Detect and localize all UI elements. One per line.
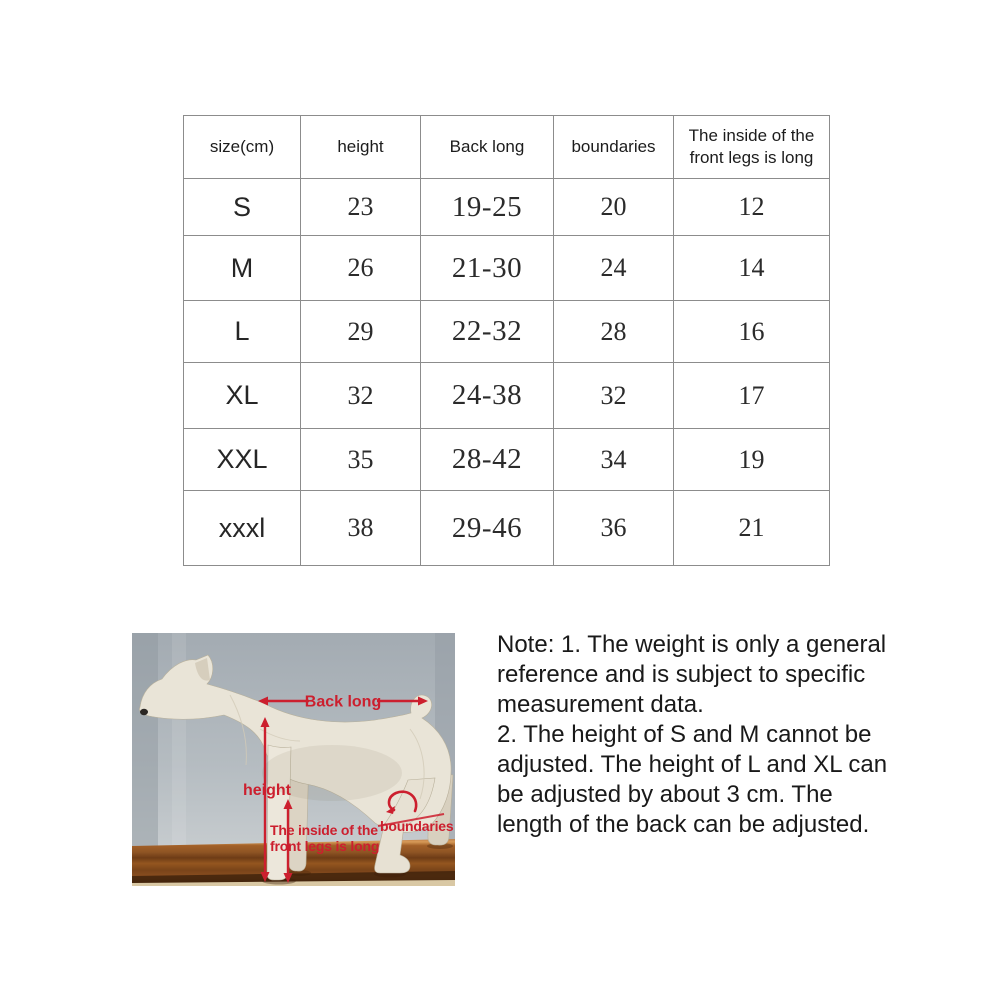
size-label: xxxl <box>184 491 301 566</box>
height-value: 26 <box>301 236 421 301</box>
size-label: XL <box>184 363 301 429</box>
note-line: Note: 1. The weight is only a general <box>497 631 887 658</box>
column-header-boundaries: boundaries <box>554 116 674 179</box>
column-header-size: size(cm) <box>184 116 301 179</box>
back-long-value: 21-30 <box>421 236 554 301</box>
column-header-back-long: Back long <box>421 116 554 179</box>
boundaries-value: 32 <box>554 363 674 429</box>
table-header-row <box>184 116 830 179</box>
dog-nose <box>140 709 148 715</box>
back-long-value: 22-32 <box>421 301 554 363</box>
inside-front-legs-value: 12 <box>674 179 830 236</box>
note-line: be adjusted by about 3 cm. The <box>497 781 833 808</box>
height-value: 32 <box>301 363 421 429</box>
column-header-inside-front-legs: The inside of the front legs is long <box>674 116 830 179</box>
inside-front-legs-value: 14 <box>674 236 830 301</box>
table-row <box>184 491 830 566</box>
height-value: 29 <box>301 301 421 363</box>
height-value: 35 <box>301 429 421 491</box>
size-label: M <box>184 236 301 301</box>
note-line: adjusted. The height of L and XL can <box>497 751 888 778</box>
size-chart-table <box>183 115 830 566</box>
table-row <box>184 363 830 429</box>
height-value: 23 <box>301 179 421 236</box>
height-value: 38 <box>301 491 421 566</box>
boundaries-value: 36 <box>554 491 674 566</box>
boundaries-value: 28 <box>554 301 674 363</box>
table-row <box>184 236 830 301</box>
note-line: length of the back can be adjusted. <box>497 811 870 838</box>
boundaries-value: 20 <box>554 179 674 236</box>
size-label: XXL <box>184 429 301 491</box>
back-long-value: 29-46 <box>421 491 554 566</box>
back-long-label: Back long <box>304 693 382 711</box>
size-label: S <box>184 179 301 236</box>
note-line: 2. The height of S and M cannot be <box>497 721 872 748</box>
inside-front-legs-value: 19 <box>674 429 830 491</box>
inside-front-legs-label-line2: front legs is long <box>270 838 380 854</box>
dog-measurement-diagram <box>132 633 455 886</box>
inside-front-legs-value: 17 <box>674 363 830 429</box>
table-row <box>184 179 830 236</box>
note-line: reference and is subject to specific <box>497 661 866 688</box>
boundaries-value: 34 <box>554 429 674 491</box>
back-long-value: 24-38 <box>421 363 554 429</box>
column-header-height: height <box>301 116 421 179</box>
table-row <box>184 429 830 491</box>
inside-front-legs-label-line1: The inside of the <box>270 822 378 838</box>
notes-text <box>497 630 887 840</box>
inside-front-legs-value: 21 <box>674 491 830 566</box>
height-label: height <box>243 782 291 799</box>
table-row <box>184 301 830 363</box>
back-long-value: 19-25 <box>421 179 554 236</box>
boundaries-label: boundaries <box>380 818 454 834</box>
note-line: measurement data. <box>497 691 704 718</box>
size-label: L <box>184 301 301 363</box>
inside-front-legs-value: 16 <box>674 301 830 363</box>
boundaries-value: 24 <box>554 236 674 301</box>
back-long-value: 28-42 <box>421 429 554 491</box>
